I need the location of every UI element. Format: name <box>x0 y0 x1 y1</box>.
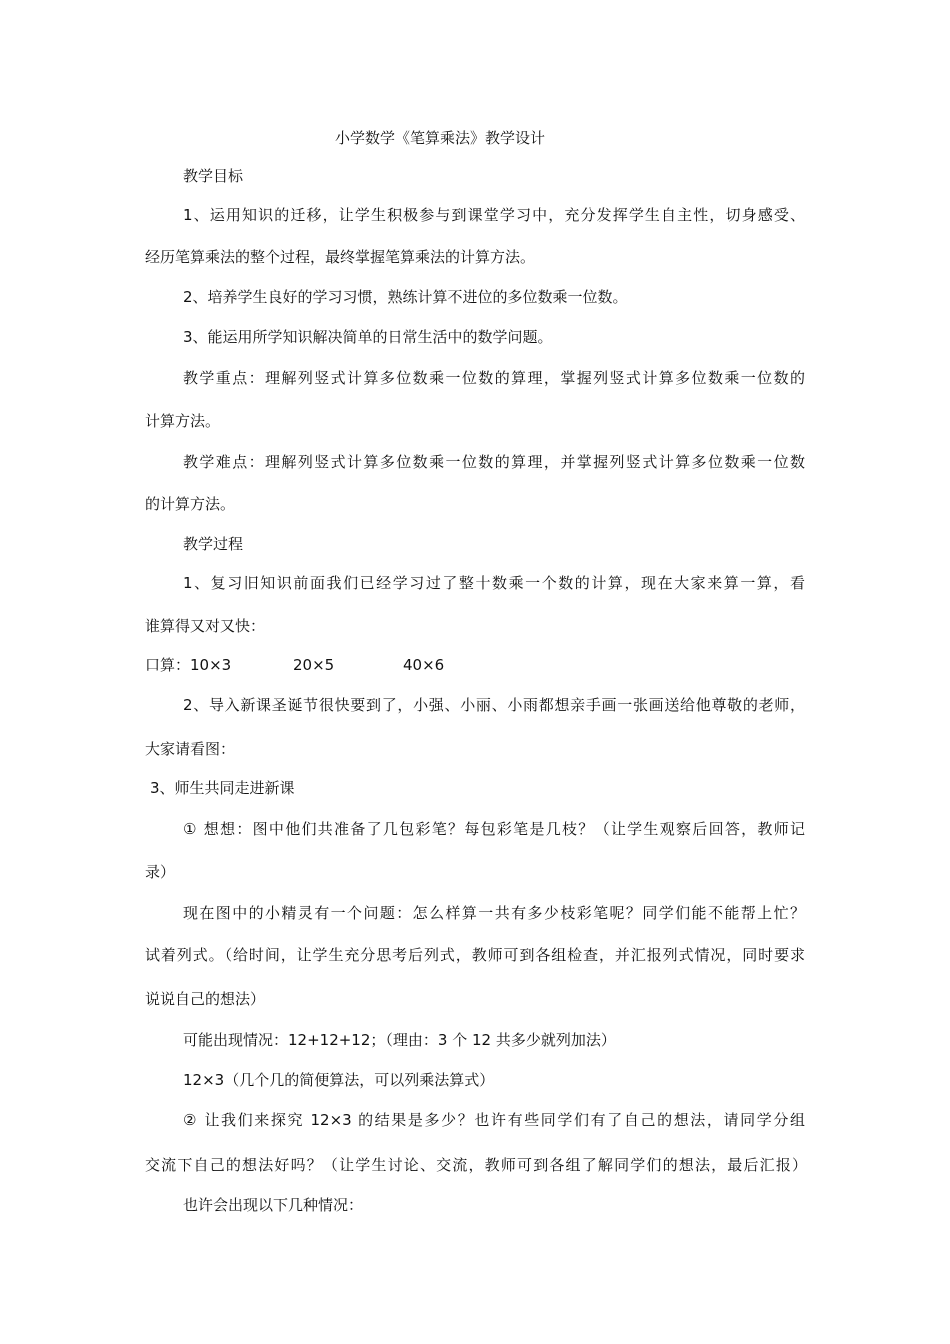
paragraph-line: 交流下自己的想法好吗？（让学生讨论、交流，教师可到各组了解同学们的想法，最后汇报） <box>145 1156 807 1174</box>
paragraph-line: 3、能运用所学知识解决简单的日常生活中的数学问题。 <box>183 328 553 346</box>
paragraph-line: ② 让我们来探究 12×3 的结果是多少？也许有些同学们有了自己的想法，请同学分组 <box>183 1111 805 1129</box>
oral-calculation-item: 20×5 <box>293 656 335 674</box>
heading-process: 教学过程 <box>183 535 244 553</box>
paragraph-line: 说说自己的想法） <box>145 990 266 1008</box>
paragraph-line: 12×3（几个几的简便算法，可以列乘法算式） <box>183 1071 495 1089</box>
paragraph-line: 大家请看图： <box>145 740 236 758</box>
paragraph-line: 试着列式。（给时间，让学生充分思考后列式，教师可到各组检查，并汇报列式情况，同时要求 <box>145 946 805 964</box>
paragraph-line: 经历笔算乘法的整个过程，最终掌握笔算乘法的计算方法。 <box>145 248 536 266</box>
oral-calculation-item: 口算：10×3 <box>145 656 232 674</box>
paragraph-line: 现在图中的小精灵有一个问题：怎么样算一共有多少枝彩笔呢？同学们能不能帮上忙？ <box>183 904 805 922</box>
paragraph-line: 谁算得又对又快： <box>145 617 266 635</box>
paragraph-line: 2、导入新课圣诞节很快要到了，小强、小丽、小雨都想亲手画一张画送给他尊敬的老师， <box>183 696 805 714</box>
paragraph-line: 的计算方法。 <box>145 495 236 513</box>
paragraph-line: 可能出现情况：12+12+12；（理由：3 个 12 共多少就列加法） <box>183 1031 616 1049</box>
paragraph-line: 教学难点：理解列竖式计算多位数乘一位数的算理，并掌握列竖式计算多位数乘一位数 <box>183 453 805 471</box>
heading-objectives: 教学目标 <box>183 167 244 185</box>
document-title: 小学数学《笔算乘法》教学设计 <box>334 129 545 147</box>
oral-calculation-row <box>145 655 545 675</box>
paragraph-line: 1、复习旧知识前面我们已经学习过了整十数乘一个数的计算，现在大家来算一算，看 <box>183 574 805 592</box>
paragraph-line: 录） <box>145 863 176 881</box>
paragraph-line: 计算方法。 <box>145 412 221 430</box>
paragraph-line: 1、运用知识的迁移，让学生积极参与到课堂学习中，充分发挥学生自主性，切身感受、 <box>183 206 805 224</box>
paragraph-line: 也许会出现以下几种情况： <box>183 1196 364 1214</box>
paragraph-line: ① 想想：图中他们共准备了几包彩笔？每包彩笔是几枝？（让学生观察后回答，教师记 <box>183 820 805 838</box>
paragraph-line: 教学重点：理解列竖式计算多位数乘一位数的算理，掌握列竖式计算多位数乘一位数的 <box>183 369 805 387</box>
paragraph-line: 2、培养学生良好的学习习惯，熟练计算不进位的多位数乘一位数。 <box>183 288 628 306</box>
section-heading: 3、师生共同走进新课 <box>150 779 295 797</box>
oral-calculation-item: 40×6 <box>403 656 445 674</box>
